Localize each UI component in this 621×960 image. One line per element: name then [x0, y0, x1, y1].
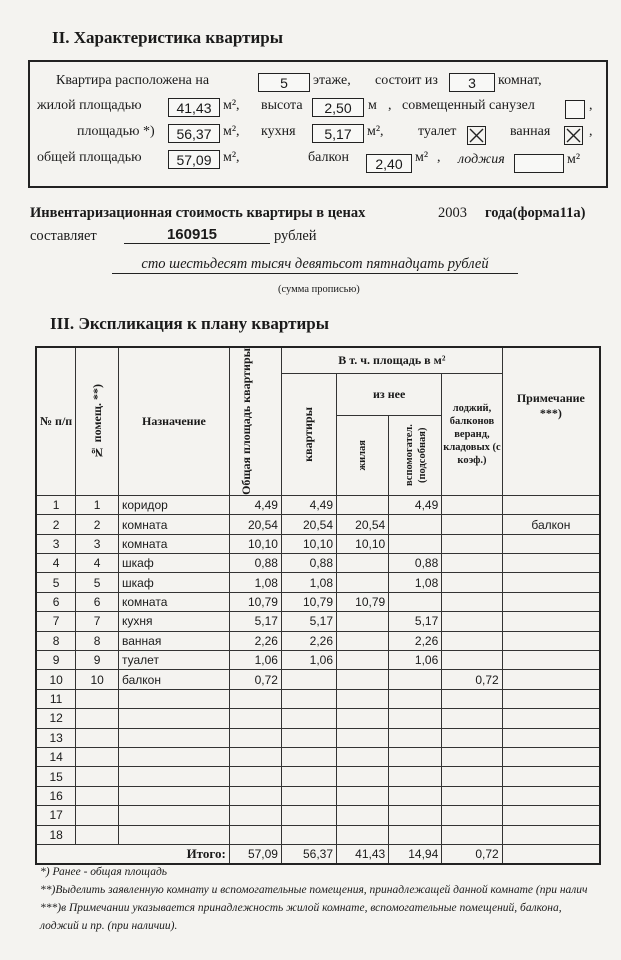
room-number: 4	[76, 554, 119, 573]
totals-label: Итого:	[36, 844, 229, 863]
row-aux-area: 4,49	[389, 495, 442, 514]
rooms-value: 3	[449, 73, 495, 92]
row-note	[502, 786, 600, 805]
row-total-area: 1,06	[229, 651, 281, 670]
room-purpose: комната	[119, 592, 230, 611]
table-row	[36, 689, 600, 708]
room-number: 5	[76, 573, 119, 592]
row-apartment-area	[281, 689, 336, 708]
row-note	[502, 495, 600, 514]
table-row	[36, 825, 600, 844]
row-apartment-area: 5,17	[281, 612, 336, 631]
kitchen-value: 5,17	[312, 124, 364, 143]
row-loggia-area	[442, 709, 502, 728]
row-loggia-area	[442, 728, 502, 747]
row-aux-area: 1,06	[389, 651, 442, 670]
combined-bathroom-checkbox	[565, 100, 585, 119]
rooms-suffix: комнат,	[498, 73, 542, 88]
row-note	[502, 689, 600, 708]
row-total-area: 10,79	[229, 592, 281, 611]
room-number	[76, 709, 119, 728]
loggia-unit: м²	[567, 152, 581, 167]
row-living-area	[337, 728, 389, 747]
row-total-area: 20,54	[229, 515, 281, 534]
bathroom-comma: ,	[589, 124, 593, 139]
row-loggia-area	[442, 592, 502, 611]
row-number: 9	[36, 651, 76, 670]
row-note	[502, 825, 600, 844]
row-living-area	[337, 748, 389, 767]
row-apartment-area	[281, 806, 336, 825]
row-number: 10	[36, 670, 76, 689]
row-total-area: 10,10	[229, 534, 281, 553]
room-purpose	[119, 728, 230, 747]
row-apartment-area: 0,88	[281, 554, 336, 573]
area-value: 56,37	[168, 124, 220, 143]
row-number: 15	[36, 767, 76, 786]
row-apartment-area: 4,49	[281, 495, 336, 514]
room-number: 6	[76, 592, 119, 611]
row-number: 12	[36, 709, 76, 728]
row-apartment-area	[281, 767, 336, 786]
row-total-area: 5,17	[229, 612, 281, 631]
table-row	[36, 728, 600, 747]
row-loggia-area	[442, 515, 502, 534]
row-living-area	[337, 689, 389, 708]
living-area-unit: м²,	[223, 98, 240, 113]
row-loggia-area	[442, 495, 502, 514]
header-purpose: Назначение	[119, 347, 230, 495]
table-row	[36, 534, 600, 553]
table-row	[36, 495, 600, 514]
row-note	[502, 709, 600, 728]
footnote-1: *) Ранее - общая площадь	[40, 866, 168, 878]
row-note	[502, 573, 600, 592]
row-aux-area	[389, 786, 442, 805]
row-aux-area	[389, 534, 442, 553]
row-number: 1	[36, 495, 76, 514]
row-loggia-area	[442, 689, 502, 708]
row-living-area	[337, 573, 389, 592]
row-apartment-area: 10,79	[281, 592, 336, 611]
row-apartment-area	[281, 825, 336, 844]
row-note	[502, 651, 600, 670]
combined-bathroom-label: совмещенный санузел	[402, 98, 535, 113]
row-note	[502, 670, 600, 689]
row-living-area: 10,79	[337, 592, 389, 611]
totals-loggia: 0,72	[442, 844, 502, 863]
row-aux-area	[389, 767, 442, 786]
row-apartment-area	[281, 709, 336, 728]
explication-table	[35, 346, 601, 865]
row-number: 5	[36, 573, 76, 592]
balcony-value: 2,40	[366, 154, 412, 173]
row-living-area	[337, 709, 389, 728]
floor-suffix: этаже,	[313, 73, 351, 88]
row-loggia-area	[442, 825, 502, 844]
row-living-area	[337, 670, 389, 689]
row-note	[502, 806, 600, 825]
row-note	[502, 592, 600, 611]
table-row	[36, 748, 600, 767]
inventory-year: 2003	[438, 205, 467, 221]
totals-total: 57,09	[229, 844, 281, 863]
row-number: 14	[36, 748, 76, 767]
row-loggia-area	[442, 748, 502, 767]
row-number: 4	[36, 554, 76, 573]
table-row	[36, 631, 600, 650]
row-loggia-area	[442, 651, 502, 670]
row-total-area	[229, 806, 281, 825]
row-apartment-area	[281, 786, 336, 805]
table-row	[36, 592, 600, 611]
row-aux-area: 2,26	[389, 631, 442, 650]
header-incl: В т. ч. площадь в м²	[281, 347, 502, 373]
rooms-label: состоит из	[375, 73, 438, 88]
row-note	[502, 554, 600, 573]
footnote-4: лоджий и пр. (при наличии).	[40, 920, 178, 932]
totals-row	[36, 844, 600, 863]
room-purpose	[119, 709, 230, 728]
row-total-area	[229, 709, 281, 728]
section-3-title: III. Экспликация к плану квартиры	[50, 314, 329, 333]
table-row	[36, 651, 600, 670]
section-2-title: II. Характеристика квартиры	[52, 28, 283, 47]
row-note	[502, 534, 600, 553]
room-number	[76, 748, 119, 767]
room-number: 3	[76, 534, 119, 553]
room-number: 2	[76, 515, 119, 534]
room-purpose	[119, 689, 230, 708]
amount-in-words-caption: (сумма прописью)	[278, 284, 360, 295]
row-number: 17	[36, 806, 76, 825]
table-row	[36, 670, 600, 689]
inventory-line: Инвентаризационная стоимость квартиры в ценах	[30, 205, 366, 221]
room-number	[76, 728, 119, 747]
row-total-area: 1,08	[229, 573, 281, 592]
room-number	[76, 689, 119, 708]
row-apartment-area	[281, 670, 336, 689]
room-purpose: комната	[119, 534, 230, 553]
row-number: 18	[36, 825, 76, 844]
kitchen-unit: м²,	[367, 124, 384, 139]
row-living-area	[337, 554, 389, 573]
room-number	[76, 786, 119, 805]
cross-mark-icon	[565, 127, 582, 144]
toilet-label: туалет	[418, 124, 457, 139]
room-purpose	[119, 786, 230, 805]
header-loggia: лоджий, балконов веранд, кладовых (с коэф.)	[442, 373, 502, 495]
table-row	[36, 786, 600, 805]
combined-bathroom-comma: ,	[589, 98, 593, 113]
row-loggia-area	[442, 554, 502, 573]
row-living-area	[337, 631, 389, 650]
header-of-it: из нее	[337, 373, 442, 415]
room-number: 9	[76, 651, 119, 670]
height-unit: м	[368, 98, 377, 113]
inventory-form: года(форма11а)	[485, 205, 586, 221]
table-row	[36, 806, 600, 825]
room-purpose	[119, 767, 230, 786]
inventory-amount: 160915	[124, 226, 270, 244]
header-total-area: Общая площадь квартиры	[229, 347, 281, 495]
room-number: 10	[76, 670, 119, 689]
balcony-unit: м²	[415, 150, 429, 165]
row-living-area	[337, 651, 389, 670]
row-loggia-area	[442, 573, 502, 592]
balcony-label: балкон	[308, 150, 350, 165]
room-number: 1	[76, 495, 119, 514]
bathroom-checkbox	[564, 126, 583, 145]
floor-value: 5	[258, 73, 310, 92]
row-living-area	[337, 806, 389, 825]
floor-label: Квартира расположена на	[56, 73, 210, 88]
row-aux-area	[389, 748, 442, 767]
row-aux-area	[389, 670, 442, 689]
table-row	[36, 554, 600, 573]
room-purpose: туалет	[119, 651, 230, 670]
row-loggia-area	[442, 786, 502, 805]
room-purpose: шкаф	[119, 573, 230, 592]
row-number: 8	[36, 631, 76, 650]
area-label: площадью *)	[77, 124, 155, 139]
header-num: № п/п	[36, 347, 76, 495]
totals-living: 41,43	[337, 844, 389, 863]
row-living-area	[337, 767, 389, 786]
row-living-area: 10,10	[337, 534, 389, 553]
totals-aux: 14,94	[389, 844, 442, 863]
header-living: жилая	[337, 415, 389, 495]
row-aux-area	[389, 709, 442, 728]
row-total-area	[229, 689, 281, 708]
row-total-area: 0,88	[229, 554, 281, 573]
row-loggia-area	[442, 631, 502, 650]
row-total-area	[229, 748, 281, 767]
row-note	[502, 748, 600, 767]
room-purpose	[119, 806, 230, 825]
row-note	[502, 631, 600, 650]
living-area-value: 41,43	[168, 98, 220, 117]
room-purpose: балкон	[119, 670, 230, 689]
room-purpose: кухня	[119, 612, 230, 631]
total-area-label: общей площадью	[37, 150, 142, 165]
room-purpose: коридор	[119, 495, 230, 514]
table-row	[36, 709, 600, 728]
row-aux-area	[389, 689, 442, 708]
row-number: 3	[36, 534, 76, 553]
row-aux-area	[389, 806, 442, 825]
row-apartment-area: 1,06	[281, 651, 336, 670]
row-aux-area: 0,88	[389, 554, 442, 573]
total-area-unit: м²,	[223, 150, 240, 165]
inventory-currency: рублей	[274, 228, 317, 244]
row-number: 7	[36, 612, 76, 631]
table-row	[36, 515, 600, 534]
balcony-comma: ,	[437, 150, 441, 165]
row-number: 6	[36, 592, 76, 611]
room-purpose	[119, 825, 230, 844]
row-loggia-area	[442, 806, 502, 825]
height-value: 2,50	[312, 98, 364, 117]
footnote-3: ***)в Примечании указывается принадлежность жилой комнате, вспомогательные помещений, балкона,	[40, 902, 562, 914]
loggia-value	[514, 154, 564, 173]
row-note	[502, 767, 600, 786]
row-note	[502, 612, 600, 631]
totals-note	[502, 844, 600, 863]
table-row	[36, 767, 600, 786]
row-total-area	[229, 767, 281, 786]
header-note: Примечание ***)	[502, 347, 600, 495]
room-number: 7	[76, 612, 119, 631]
row-number: 2	[36, 515, 76, 534]
row-loggia-area	[442, 534, 502, 553]
row-total-area: 2,26	[229, 631, 281, 650]
totals-apartment: 56,37	[281, 844, 336, 863]
row-apartment-area	[281, 728, 336, 747]
room-number	[76, 767, 119, 786]
footnote-2: **)Выделить заявленную комнату и вспомогательные помещения, принадлежащей данной комнате (при налич	[40, 884, 588, 896]
toilet-checkbox	[467, 126, 486, 145]
row-aux-area: 5,17	[389, 612, 442, 631]
living-area-label: жилой площадью	[37, 98, 142, 113]
room-purpose: шкаф	[119, 554, 230, 573]
header-apartment: квартиры	[281, 373, 336, 495]
row-note: балкон	[502, 515, 600, 534]
row-number: 13	[36, 728, 76, 747]
area-unit: м²,	[223, 124, 240, 139]
row-apartment-area: 1,08	[281, 573, 336, 592]
room-number: 8	[76, 631, 119, 650]
room-purpose: ванная	[119, 631, 230, 650]
table-row	[36, 612, 600, 631]
row-living-area: 20,54	[337, 515, 389, 534]
kitchen-label: кухня	[261, 124, 296, 139]
row-total-area	[229, 786, 281, 805]
row-living-area	[337, 786, 389, 805]
row-loggia-area	[442, 612, 502, 631]
row-loggia-area: 0,72	[442, 670, 502, 689]
row-aux-area	[389, 728, 442, 747]
row-apartment-area: 10,10	[281, 534, 336, 553]
row-aux-area	[389, 515, 442, 534]
row-note	[502, 728, 600, 747]
row-apartment-area: 2,26	[281, 631, 336, 650]
bathroom-label: ванная	[510, 124, 551, 139]
row-total-area	[229, 825, 281, 844]
row-total-area	[229, 728, 281, 747]
row-total-area: 0,72	[229, 670, 281, 689]
room-purpose: комната	[119, 515, 230, 534]
row-living-area	[337, 612, 389, 631]
header-aux: вспомогател. (подсобная)	[389, 415, 442, 495]
row-aux-area: 1,08	[389, 573, 442, 592]
row-apartment-area: 20,54	[281, 515, 336, 534]
room-number	[76, 825, 119, 844]
height-label: высота	[261, 98, 303, 113]
row-loggia-area	[442, 767, 502, 786]
header-room-num: № помещ. **)	[76, 347, 119, 495]
row-apartment-area	[281, 748, 336, 767]
loggia-label: лоджия	[458, 152, 505, 167]
room-purpose	[119, 748, 230, 767]
inventory-text: составляет	[30, 228, 97, 244]
row-living-area	[337, 495, 389, 514]
table-row	[36, 573, 600, 592]
row-total-area: 4,49	[229, 495, 281, 514]
row-aux-area	[389, 592, 442, 611]
row-aux-area	[389, 825, 442, 844]
height-comma: ,	[388, 98, 392, 113]
total-area-value: 57,09	[168, 150, 220, 169]
row-number: 16	[36, 786, 76, 805]
cross-mark-icon	[468, 127, 485, 144]
amount-in-words: сто шестьдесят тысяч девятьсот пятнадцать рублей	[112, 256, 518, 274]
row-living-area	[337, 825, 389, 844]
room-number	[76, 806, 119, 825]
row-number: 11	[36, 689, 76, 708]
